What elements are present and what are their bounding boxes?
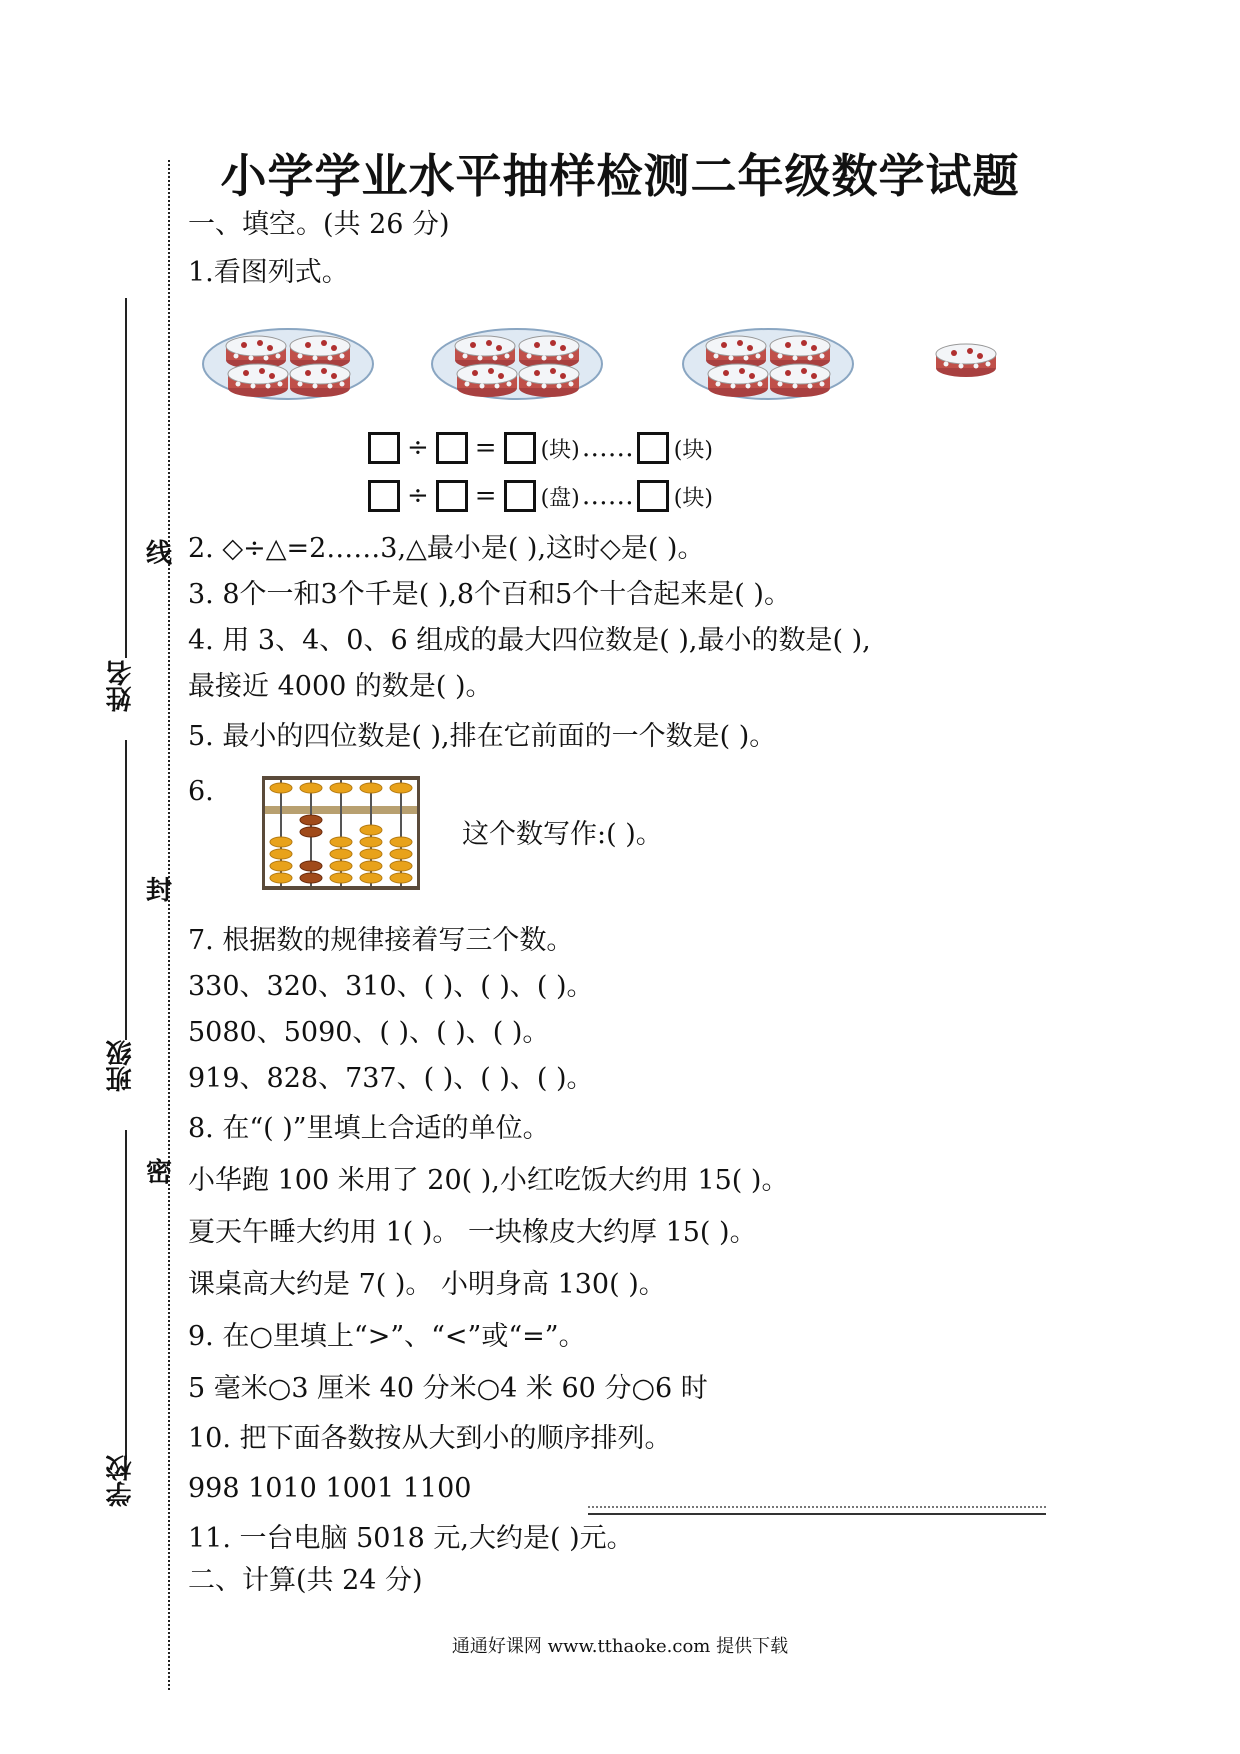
q11-text: 11. 一台电脑 5018 元,大约是( )元。 xyxy=(188,1523,634,1554)
q9-line-1: 5 毫米○3 厘米 40 分米○4 米 60 分○6 时 xyxy=(188,1373,708,1404)
leftover-cake xyxy=(936,344,996,377)
class-write-line xyxy=(125,740,127,1040)
q7-line-2: 5080、5090、( )、( )、( )。 xyxy=(188,1017,550,1048)
q7-line-1: 330、320、310、( )、( )、( )。 xyxy=(188,971,594,1002)
q1-equation-2: ÷ = (盘) …… (块) xyxy=(365,476,715,516)
answer-box[interactable] xyxy=(436,432,468,464)
q7-line-3: 919、828、737、( )、( )、( )。 xyxy=(188,1063,594,1094)
q7-title: 7. 根据数的规律接着写三个数。 xyxy=(188,925,574,956)
q5-text: 5. 最小的四位数是( ),排在它前面的一个数是( )。 xyxy=(188,721,777,752)
school-label: 学校 xyxy=(106,1455,136,1507)
abacus-illustration xyxy=(262,776,420,890)
binding-mark-secret: 密 xyxy=(146,1158,173,1188)
q8-line-1: 小华跑 100 米用了 20( ),小红吃饭大约用 15( )。 xyxy=(188,1165,789,1196)
q2-text: 2. ◇÷△=2……3,△最小是( ),这时◇是( )。 xyxy=(188,533,705,564)
q6-text: 这个数写作:( )。 xyxy=(462,819,663,850)
q8-title: 8. 在“( )”里填上合适的单位。 xyxy=(188,1113,550,1144)
q10-answer-line[interactable] xyxy=(588,1513,1046,1515)
q1-equation-1: ÷ = (块) …… (块) xyxy=(365,428,715,468)
q4-line-1: 4. 用 3、4、0、6 组成的最大四位数是( ),最小的数是( ), xyxy=(188,625,871,656)
answer-box[interactable] xyxy=(368,480,400,512)
page-title: 小学学业水平抽样检测二年级数学试题 xyxy=(220,149,1020,203)
answer-box[interactable] xyxy=(637,480,669,512)
school-write-line xyxy=(125,1130,127,1460)
section2-heading: 二、计算(共 24 分) xyxy=(188,1565,423,1596)
q6-number: 6. xyxy=(188,776,214,807)
answer-box[interactable] xyxy=(436,480,468,512)
answer-box[interactable] xyxy=(368,432,400,464)
q4-line-2: 最接近 4000 的数是( )。 xyxy=(188,671,493,702)
q8-line-3: 课桌高大约是 7( )。 小明身高 130( )。 xyxy=(188,1269,666,1300)
name-label: 姓名 xyxy=(106,660,136,712)
plate-2 xyxy=(432,329,602,399)
q8-line-2: 夏天午睡大约用 1( )。 一块橡皮大约厚 15( )。 xyxy=(188,1217,757,1248)
q10-title: 10. 把下面各数按从大到小的顺序排列。 xyxy=(188,1423,672,1454)
answer-box[interactable] xyxy=(504,432,536,464)
binding-mark-seal: 封 xyxy=(146,876,173,906)
cake-plates-illustration xyxy=(200,312,1020,412)
binding-mark-line: 线 xyxy=(146,539,173,569)
answer-box[interactable] xyxy=(504,480,536,512)
answer-box[interactable] xyxy=(637,432,669,464)
q10-line-1: 998 1010 1001 1100 xyxy=(188,1473,472,1504)
plate-3 xyxy=(683,329,853,399)
plate-1 xyxy=(203,329,373,399)
q3-text: 3. 8个一和3个千是( ),8个百和5个十合起来是( )。 xyxy=(188,579,791,610)
q10-answer-dots xyxy=(588,1506,1046,1508)
binding-dotted-line xyxy=(168,160,170,1690)
name-write-line xyxy=(125,298,127,658)
footer-credit: 通通好课网 www.tthaoke.com 提供下载 xyxy=(451,1636,789,1657)
section1-heading: 一、填空。(共 26 分) xyxy=(188,209,450,240)
q1-text: 1.看图列式。 xyxy=(188,257,349,288)
class-label: 班级 xyxy=(106,1040,136,1092)
q9-title: 9. 在○里填上“>”、“<”或“=”。 xyxy=(188,1321,586,1352)
